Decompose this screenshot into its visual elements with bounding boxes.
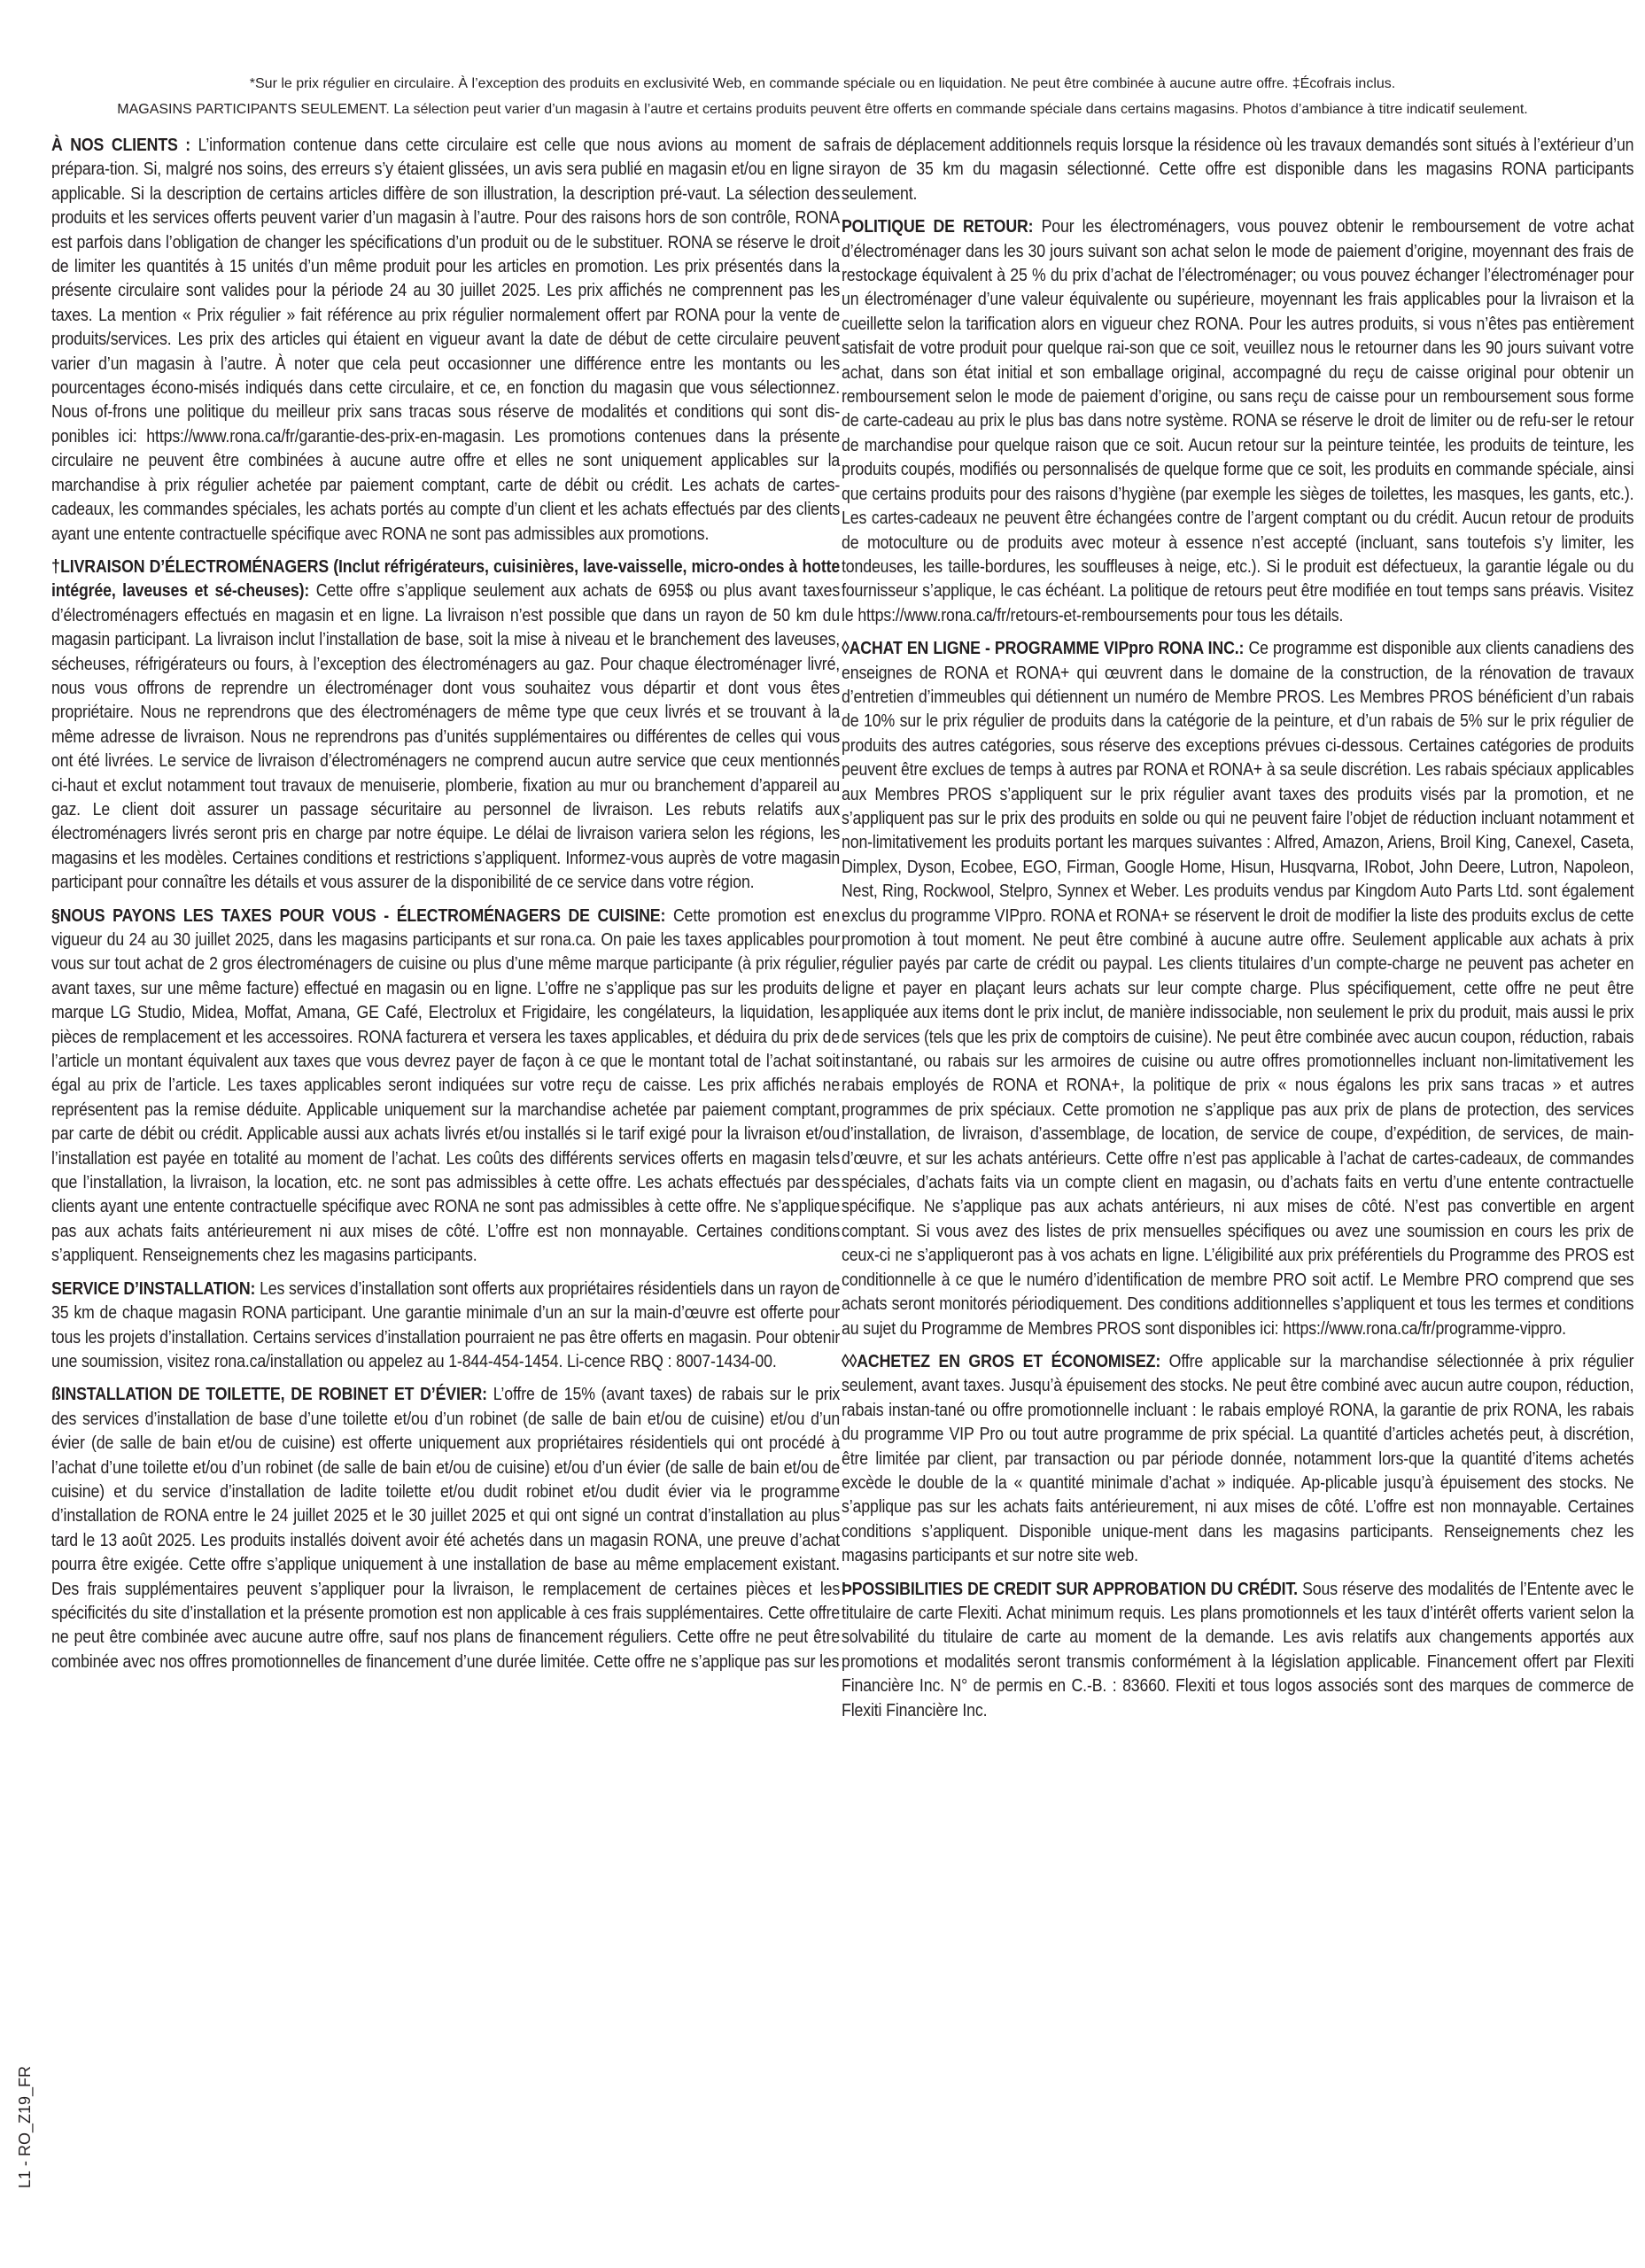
paragraph-heading: ßINSTALLATION DE TOILETTE, DE ROBINET ET D’ÉVIER:	[51, 1384, 487, 1405]
paragraph-livraison-electromenagers	[51, 555, 840, 895]
paragraph-heading: ◊ACHAT EN LIGNE - PROGRAMME VIPpro RONA INC.:	[842, 638, 1245, 659]
right-column	[842, 133, 1633, 1731]
paragraph-heading: À NOS CLIENTS :	[51, 135, 191, 155]
paragraph-body: Ce programme est disponible aux clients canadiens des enseignes de RONA et RONA+ qui œuvrent dans le domaine de la construction, de la rénovation de travaux d’entretien d’immeubles qui détiennent un numéro de Membre PROS. Les Membres PROS bénéficient d’un rabais de 10% sur le prix régulier de produits dans la catégorie de la peinture, et d’un rabais de 5% sur le prix régulier de produits des autres catégories, sous réserve des exceptions prévues ci-dessous. Certaines catégories de produits peuvent être exclues de temps à autres par RONA et RONA+ à sa seule discrétion. Les rabais spéciaux applicables aux Membres PROS s’appliquent sur le prix régulier avant taxes des produits visés par la promotion, et ne s’appliquent pas sur le prix des produits en solde ou qui ne peuvent faire l’objet de réduction incluant notamment et non-limitativement les produits portant les marques suivantes : Alfred, Amazon, Ariens, Broil King, Canexel, Caseta, Dimplex, Dyson, Ecobee, EGO, Firman, Google Home, Hisun, Husqvarna, IRobot, John Deere, Lutron, Napoleon, Nest, Ring, Rockwool, Stelpro, Synnex et Weber. Les produits vendus par Kingdom Auto Parts Ltd. sont également exclus du programme VIPpro. RONA et RONA+ se réservent le droit de modifier la liste des produits exclus de cette promotion à tout moment. Ne peut être combiné à aucune autre offre. Seulement applicable aux achats à prix régulier payés par carte de crédit ou paypal. Les clients titulaires d’un compte-charge ne peuvent pas acheter en ligne et payer en plaçant leurs achats sur leur compte charge. Plus spécifiquement, cette offre ne peut être appliquée aux items dont le prix inclut, de manière indissociable, non seulement le prix du produit, mais aussi le prix de services (tels que les prix de comptoirs de cuisine). Ne peut être combinée avec aucun coupon, réduction, rabais instantané, ou rabais sur les armoires de cuisine ou autre offres promotionnelles incluant non-limitativement les rabais employés de RONA et RONA+, la politique de prix « nous égalons les prix sans tracas » et autres programmes de prix spéciaux. Cette promotion ne s’applique pas aux prix de plans de protection, des services d’installation, de livraison, d’assemblage, de location, de service de coupe, d’expédition, de services, de main-d’œuvre, et sur les achats antérieurs. Cette offre n’est pas applicable à l’achat de cartes-cadeaux, de commandes spéciales, d’achats faits via un compte client en magasin, ou d’achats faits en vertu d’une entente contractuelle spécifique. Ne s’applique pas aux achats antérieurs, ni aux mises de côté. N’est pas convertible en argent comptant. Si vous avez des listes de prix mensuelles spécifiques ou avez une soumission en cours les prix de ceux-ci ne s’appliqueront pas à vos achats en ligne. L’éligibilité aux prix préférentiels du Programme des PROS est conditionnelle à ce que le numéro d’identification de membre PRO soit actif. Le Membre PRO comprend que ses achats seront monitorés périodiquement. Des conditions additionnelles s’appliquent et tous les termes et conditions au sujet du Programme de Membres PROS sont disponibles ici: https://www.rona.ca/fr/programme-vippro.	[842, 638, 1634, 1339]
paragraph-politique-de-retour	[842, 214, 1633, 627]
paragraph-nos-clients	[51, 133, 840, 546]
header-disclaimer-line-1: *Sur le prix régulier en circulaire. À l’exception des produits en exclusivité Web, en commande spéciale ou en liquidation. Ne peut être combinée à aucune autre offre. ‡Écofrais inclus.	[249, 76, 1396, 91]
paragraph-heading: SERVICE D’INSTALLATION:	[51, 1278, 256, 1299]
paragraph-programme-vippro	[842, 636, 1633, 1340]
paragraph-body: Cette offre s’applique seulement aux achats de 695$ ou plus avant taxes d’électroménagers effectués en magasin et en ligne. La livraison n’est possible que dans un rayon de 50 km du magasin participant. La livraison inclut l’installation de base, soit la mise à niveau et le branchement des laveuses, sécheuses, réfrigérateurs ou fours, à l’exception des électroménagers au gaz. Pour chaque électroménager livré, nous vous offrons de reprendre un électroménager dont vous souhaitez vous départir et dont vous êtes propriétaire. Nous ne reprendrons que des électroménagers de même type que ceux livrés et se trouvant à la même adresse de livraison. Nous ne reprendrons pas d’unités supplémentaires ou différentes de celles qui vous ont été livrées. Le service de livraison d’électroménagers ne comprend aucun autre service que ceux mentionnés ci-haut et exclut notamment tout travaux de menuiserie, plomberie, fixation au mur ou branchement d’appareil au gaz. Le client doit assurer un passage sécuritaire au personnel de livraison. Les rebuts relatifs aux électroménagers livrés seront pris en charge par notre équipe. Le délai de livraison variera selon les régions, les magasins et les modèles. Certaines conditions et restrictions s’appliquent. Informez-vous auprès de votre magasin participant pour connaître les détails et vous assurer de la disponibilité de ce service dans votre région.	[51, 580, 841, 893]
vertical-edition-code: L1 - RO_Z19_FR	[16, 2065, 34, 2188]
paragraph-heading: POLITIQUE DE RETOUR:	[842, 216, 1034, 237]
paragraph-nous-payons-les-taxes	[51, 904, 840, 1268]
paragraph-achetez-en-gros	[842, 1349, 1633, 1568]
paragraph-heading: §NOUS PAYONS LES TAXES POUR VOUS - ÉLECTROMÉNAGERS DE CUISINE:	[51, 905, 666, 926]
paragraph-body: Les services d’installation sont offerts aux propriétaires résidentiels dans un rayon de 35 km de chaque magasin RONA participant. Une garantie minimale d’un an sur la main-d’œuvre est offerte pour tous les projets d’installation. Certains services d’installation pourraient ne pas être offerts en magasin. Pour obtenir une soumission, visitez rona.ca/installation ou appelez au 1-844-454-1454. Li-cence RBQ : 8007-1434-00.	[51, 1278, 841, 1371]
paragraph-credit-flexiti	[842, 1577, 1633, 1722]
paragraph-body: L’offre de 15% (avant taxes) de rabais sur le prix des services d’installation de base d’une toilette et/ou d’un robinet (de salle de bain et/ou de cuisine) et/ou d’un évier (de salle de bain et/ou de cuisine) est offerte uniquement aux propriétaires résidentiels qui ont procédé à l’achat d’une toilette et/ou d’un robinet (de salle de bain et/ou de cuisine) et/ou d’un évier (de salle de bain et/ou de cuisine) et du service d’installation de ladite toilette et/ou dudit robinet et/ou dudit évier via le programme d’installation de RONA entre le 24 juillet 2025 et le 30 juillet 2025 et qui ont signé un contrat d’installation au plus tard le 13 août 2025. Les produits installés doivent avoir été achetés dans un magasin RONA, une preuve d’achat pourra être exigée. Cette offre s’applique uniquement à une installation de base au même emplacement existant. Des frais supplémentaires peuvent s’appliquer pour la livraison, le remplacement de certaines pièces et les spécificités du site d’installation et la présente promotion est non applicable à ces frais supplémentaires. Cette offre ne peut être combinée avec aucune autre offre, sauf nos plans de financement réguliers. Cette offre ne peut être combinée avec nos offres promotionnelles de financement d’une durée limitée. Cette offre ne s’applique pas sur les	[51, 1384, 841, 1672]
paragraph-body: frais de déplacement additionnels requis lorsque la résidence où les travaux demandés sont situés à l’extérieur d’un rayon de 35 km du magasin sélectionné. Cette offre est disponible dans les magasins RONA participants seulement.	[842, 135, 1634, 204]
paragraph-body: Pour les électroménagers, vous pouvez obtenir le remboursement de votre achat d’électroménager dans les 30 jours suivant son achat selon le mode de paiement d’origine, moyennant des frais de restockage équivalent à 25 % du prix d’achat de l’électroménager; ou vous pouvez échanger l’électroménager pour un électroménager d’une valeur équivalente ou supérieure, moyennant les frais applicables pour la livraison et la cueillette selon la tarification alors en vigueur chez RONA. Pour les autres produits, si vous n’êtes pas entièrement satisfait de votre produit pour quelque rai-son que ce soit, veuillez nous le retourner dans les 90 jours suivant votre achat, dans son état initial et son emballage original, accompagné du reçu de caisse original pour obtenir un remboursement selon le mode de paiement d’origine, ou sans reçu de caisse pour un remboursement sous forme de carte-cadeau au prix le plus bas dans notre système. RONA se réserve le droit de limiter ou de refu-ser le retour de marchandise pour quelque raison que ce soit. Aucun retour sur la peinture teintée, les produits de teinture, les produits coupés, modifiés ou personnalisés de quelque forme que ce soit, les produits en commande spéciale, ainsi que certains produits pour des raisons d’hygiène (par exemple les sièges de toilettes, les masques, les gants, etc.). Les cartes-cadeaux ne peuvent être échangées contre de l’argent comptant ou du crédit. Aucun retour de produits de motoculture ou de produits avec moteur à essence n’est accepté (incluant, sans toutefois s’y limiter, les tondeuses, les taille-bordures, les souffleuses à neige, etc.). Si le produit est défectueux, la garantie légale ou du fournisseur s’applique, le cas échéant. La politique de retours peut être modifiée en tout temps sans préavis. Visitez le https://www.rona.ca/fr/retours-et-remboursements pour tous les détails.	[842, 216, 1634, 625]
paragraph-body: Offre applicable sur la marchandise sélectionnée à prix régulier seulement, avant taxes. Jusqu’à épuisement des stocks. Ne peut être combiné avec aucun autre coupon, réduction, rabais instan-tané ou offre promotionnelle incluant : le rabais employé RONA, la garantie de prix RONA, les rabais du programme VIP Pro ou tout autre programme de prix spécial. La quantité d’articles achetés peut, à discrétion, être limitée par client, par transaction ou par période donnée, notamment lors-que la quantité d’items achetés excède le double de la « quantité minimale d’achat » indiquée. Ap-plicable jusqu’à épuisement des stocks. Ne s’applique pas sur les achats faits antérieurement, ni aux mises de côté. L’offre est non monnayable. Certaines conditions s’appliquent. Disponible unique-ment dans les magasins participants. Renseignements chez les magasins participants et sur notre site web.	[842, 1350, 1634, 1566]
paragraph-heading: †LIVRAISON D’ÉLECTROMÉNAGERS (Inclut réfrigérateurs, cuisinières, lave-vaisselle, micro-ondes à hotte intégrée, laveuses et sé-cheuses):	[51, 555, 841, 602]
left-column	[51, 133, 840, 1682]
paragraph-service-installation	[51, 1277, 840, 1374]
paragraph-installation-toilette	[51, 1382, 840, 1674]
header-disclaimer-line-2: MAGASINS PARTICIPANTS SEULEMENT. La sélection peut varier d’un magasin à l’autre et certains produits peuvent être offerts en commande spéciale dans certains magasins. Photos d’ambiance à titre indicatif seulement.	[117, 102, 1528, 117]
paragraph-body: L’information contenue dans cette circulaire est celle que nous avions au moment de sa prépara-tion. Si, malgré nos soins, des erreurs s’y étaient glissées, un avis sera publié en magasin et/ou en ligne si applicable. Si la description de certains articles diffère de son illustration, la description pré-vaut. La sélection des produits et les services offerts peuvent varier d’un magasin à l’autre. Pour des raisons hors de son contrôle, RONA est parfois dans l’obligation de changer les spécifications d’un produit ou de le substituer. RONA se réserve le droit de limiter les quantités à 15 unités d’un même produit pour les articles en promotion. Les prix présentés dans la présente circulaire sont valides pour la période 24 au 30 juillet 2025. Les prix affichés ne comprennent pas les taxes. La mention « Prix régulier » fait référence au prix régulier normalement offert par RONA pour la vente de produits/services. Les prix des articles qui étaient en vigueur avant la date de début de cette circulaire peuvent varier d’un magasin à l’autre. À noter que cela peut occasionner une différence entre les montants ou les pourcentages écono-misés indiqués dans cette circulaire, et ce, en fonction du magasin que vous sélectionnez. Nous of-frons une politique du meilleur prix sans tracas sous réserve de modalités et conditions qui sont dis-ponibles ici: https://www.rona.ca/fr/garantie-des-prix-en-magasin. Les promotions contenues dans la présente circulaire ne peuvent être combinées à aucune autre offre et elles ne sont uniquement applicables sur la marchandise à prix régulier achetée par paiement comptant, carte de débit ou crédit. Les achats de cartes-cadeaux, les commandes spéciales, les achats portés au compte d’un client et les achats effectués par des clients ayant une entente contractuelle spécifique avec RONA ne sont pas admissibles aux promotions.	[51, 135, 841, 544]
paragraph-continuation	[842, 133, 1633, 206]
paragraph-body: Cette promotion est en vigueur du 24 au 30 juillet 2025, dans les magasins participants et sur rona.ca. On paie les taxes applicables pour vous sur tout achat de 2 gros électroménagers de cuisine ou plus d’une même marque participante (à prix régulier, avant taxes, sur une même facture) effectué en magasin ou en ligne. L’offre ne s’applique pas sur les produits de marque LG Studio, Midea, Moffat, Amana, GE Café, Electrolux et Frigidaire, les congélateurs, la liquidation, les pièces de remplacement et les accessoires. RONA facturera et versera les taxes applicables, et déduira du prix de l’article un montant équivalent aux taxes que vous devrez payer de façon à ce que le montant total de l’achat soit égal au prix de l’article. Les taxes applicables seront indiquées sur votre reçu de caisse. Les prix affichés ne représentent pas la remise déduite. Applicable uniquement sur la marchandise achetée par paiement comptant, par carte de débit ou crédit. Applicable aussi aux achats livrés et/ou installés si le tarif exigé pour la livraison et/ou l’installation est payée en totalité au moment de l’achat. Les coûts des différents services offerts en magasin tels que l’installation, la livraison, la location, etc. ne sont pas admissibles à cette offre. Les achats effectués par des clients ayant une entente contractuelle spécifique avec RONA ne sont pas admissibles à cette offre. Ne s’applique pas aux achats faits antérieurement ni aux mises de côté. L’offre est non monnayable. Certaines conditions s’appliquent. Renseignements chez les magasins participants.	[51, 905, 841, 1266]
paragraph-body: Sous réserve des modalités de l’Entente avec le titulaire de carte Flexiti. Achat minimum requis. Les plans promotionnels et les taux d’intérêt offerts varient selon la solvabilité du titulaire de carte au moment de la demande. Les avis relatifs aux changements apportés aux promotions et modalités seront transmis conformément à la législation applicable. Financement offert par Flexiti Financière Inc. N° de permis en C.-B. : 83660. Flexiti et tous logos associés sont des marques de commerce de Flexiti Financière Inc.	[842, 1578, 1634, 1720]
paragraph-heading: ◊◊ACHETEZ EN GROS ET ÉCONOMISEZ:	[842, 1350, 1161, 1371]
paragraph-heading: ÞPOSSIBILITIES DE CREDIT SUR APPROBATION DU CRÉDIT.	[842, 1578, 1298, 1599]
